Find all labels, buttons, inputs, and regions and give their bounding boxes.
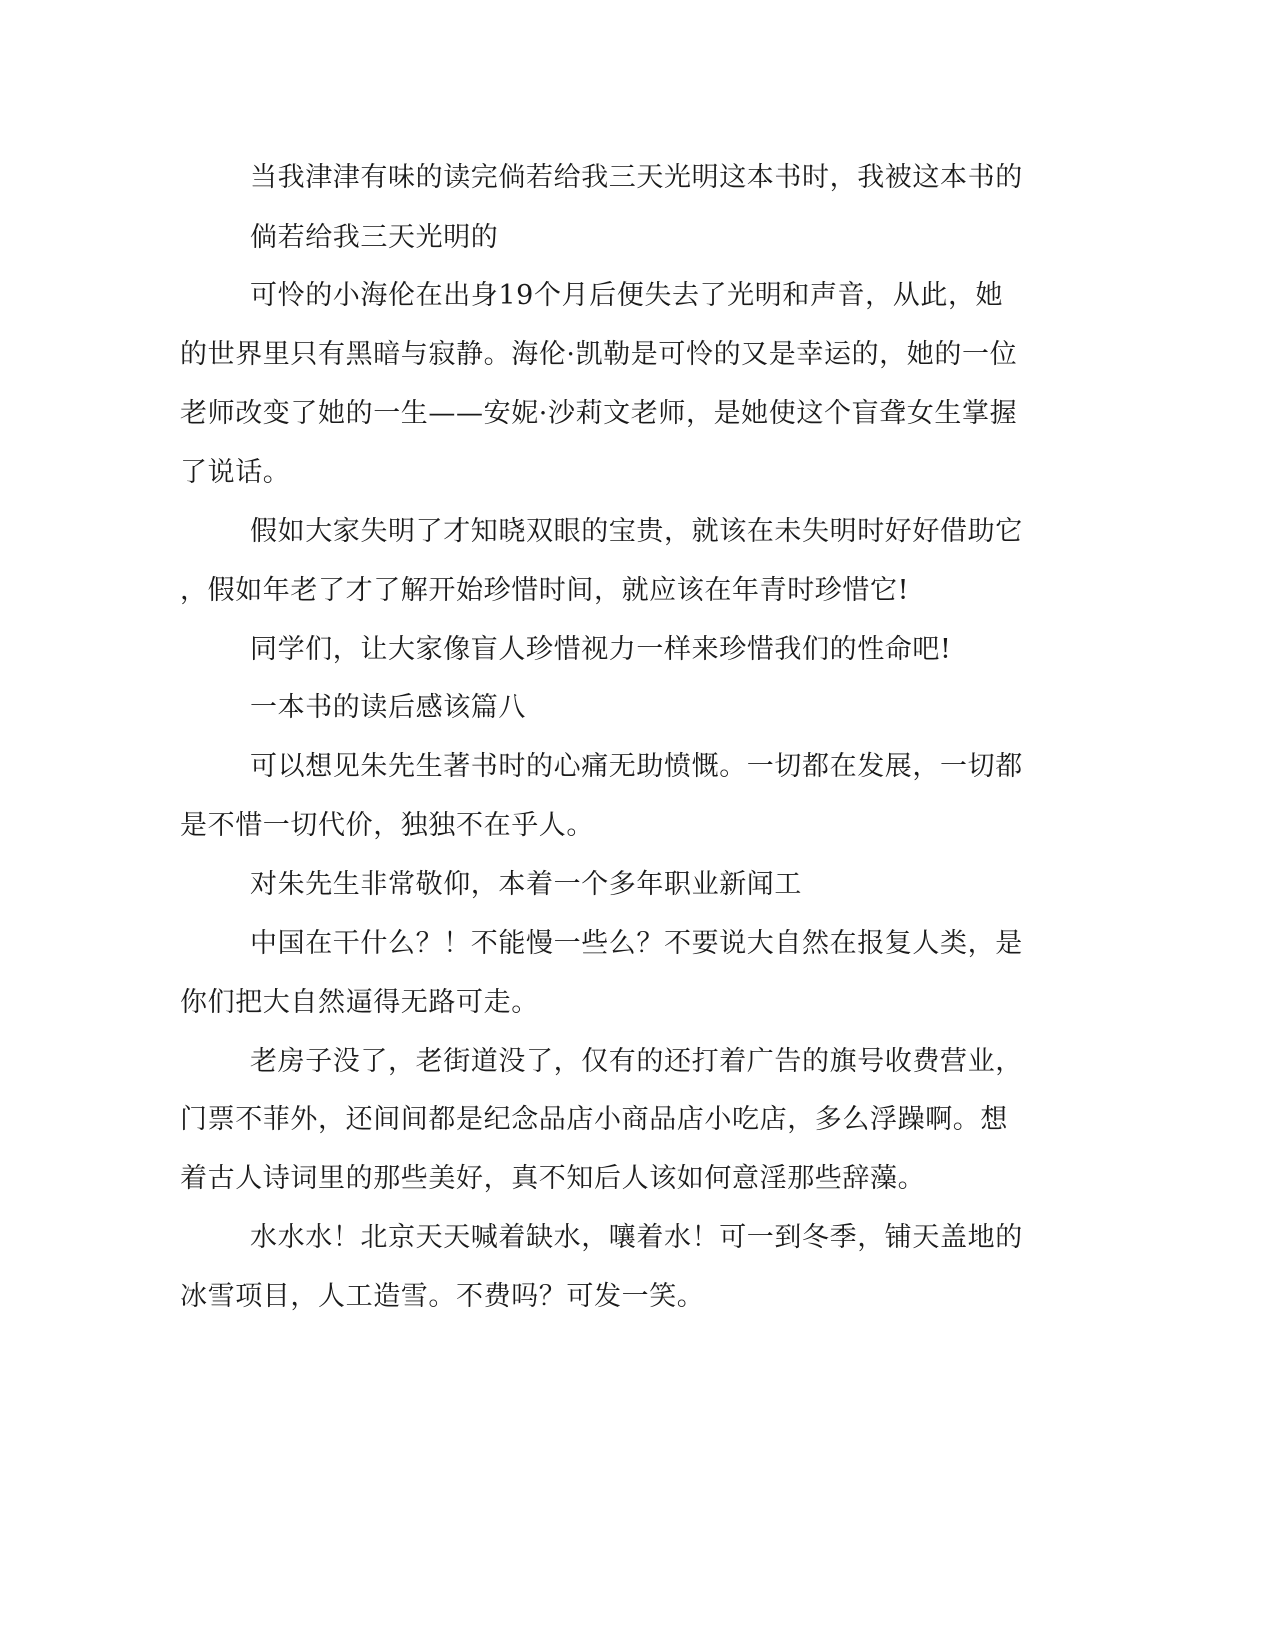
text-line: 可怜的小海伦在出身19个月后便失去了光明和声音，从此，她: [250, 280, 1004, 311]
text-line: 假如大家失明了才知晓双眼的宝贵，就该在未失明时好好借助它: [250, 516, 1023, 547]
text-line: 门票不菲外，还间间都是纪念品店小商品店小吃店，多么浮躁啊。想: [180, 1104, 1008, 1135]
text-line: ，假如年老了才了解开始珍惜时间，就应该在年青时珍惜它!: [180, 575, 910, 606]
text-line: 老房子没了，老街道没了，仅有的还打着广告的旗号收费营业，: [250, 1046, 1023, 1077]
text-line: 倘若给我三天光明的: [250, 222, 499, 253]
text-line: 你们把大自然逼得无路可走。: [180, 987, 539, 1018]
text-line: 水水水！北京天天喊着缺水，嚷着水！可一到冬季，铺天盖地的: [250, 1222, 1023, 1253]
text-line: 了说话。: [180, 457, 291, 488]
text-line: 着古人诗词里的那些美好，真不知后人该如何意淫那些辞藻。: [180, 1163, 926, 1194]
text-line: 当我津津有味的读完倘若给我三天光明这本书时，我被这本书的: [250, 162, 1023, 193]
text-line: 冰雪项目，人工造雪。不费吗？可发一笑。: [180, 1281, 705, 1312]
text-line: 可以想见朱先生著书时的心痛无助愤慨。一切都在发展，一切都: [250, 751, 1023, 782]
text-line: 的世界里只有黑暗与寂静。海伦·凯勒是可怜的又是幸运的，她的一位: [180, 339, 1018, 370]
text-line: 同学们，让大家像盲人珍惜视力一样来珍惜我们的性命吧!: [250, 634, 952, 665]
text-line: 是不惜一切代价，独独不在乎人。: [180, 810, 594, 841]
text-line: 老师改变了她的一生——安妮·沙莉文老师，是她使这个盲聋女生掌握: [180, 398, 1018, 429]
text-line: 一本书的读后感该篇八: [250, 692, 526, 723]
text-line: 对朱先生非常敬仰，本着一个多年职业新闻工: [250, 869, 802, 900]
text-line: 中国在干什么？！不能慢一些么？不要说大自然在报复人类，是: [250, 928, 1023, 959]
